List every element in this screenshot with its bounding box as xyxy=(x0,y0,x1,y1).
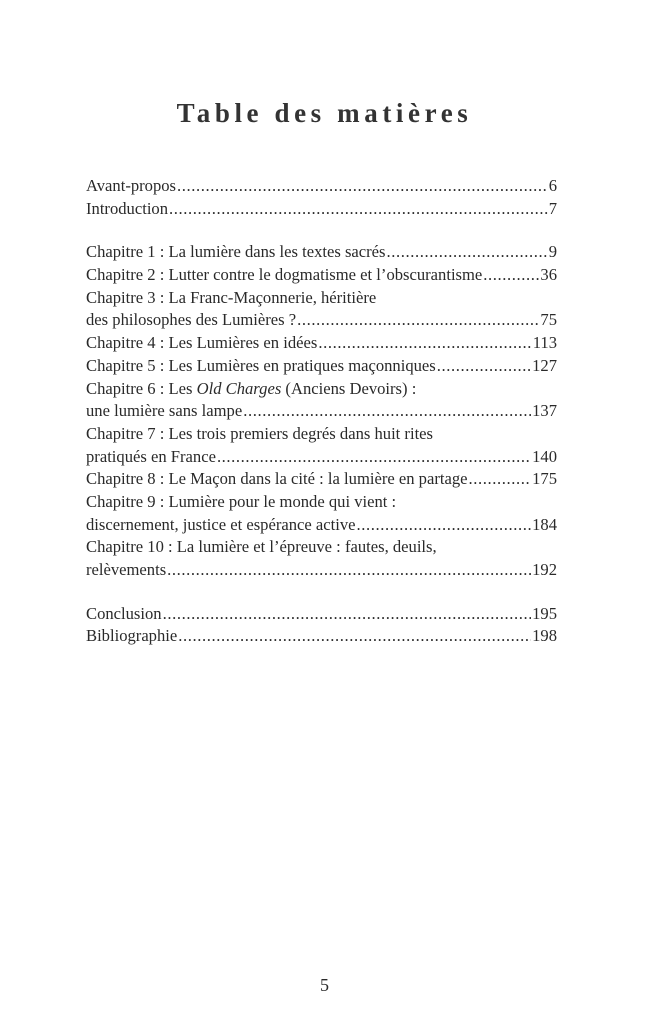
toc-entry-chapitre-5[interactable] xyxy=(86,355,557,378)
toc-entry-chapitre-10[interactable] xyxy=(86,536,557,581)
dot-leader xyxy=(469,468,532,491)
dot-leader xyxy=(167,559,531,582)
page-title: Table des matières xyxy=(176,98,473,128)
entry-label: Introduction xyxy=(86,198,169,218)
toc-entry-chapitre-7[interactable] xyxy=(86,423,557,468)
entry-page: 184 xyxy=(532,514,557,534)
entry-label: une lumière sans lampe xyxy=(86,401,243,421)
dot-leader xyxy=(178,625,531,648)
entry-label-line xyxy=(86,378,416,401)
toc-entry-chapitre-8[interactable] xyxy=(86,468,557,491)
table-of-contents xyxy=(86,175,557,648)
entry-page: 7 xyxy=(548,198,557,218)
dot-leader xyxy=(177,175,548,198)
entry-label: Chapitre 5 : Les Lumières en pratiques maçonniques xyxy=(86,355,436,375)
dot-leader xyxy=(357,514,532,537)
dot-leader xyxy=(243,400,531,423)
entry-label: Chapitre 1 : La lumière dans les textes sacrés xyxy=(86,242,386,262)
entry-label-line: Chapitre 3 : La Franc-Maçonnerie, héritière xyxy=(86,287,377,307)
entry-page: 36 xyxy=(540,265,557,285)
entry-page: 9 xyxy=(548,242,557,262)
toc-entry-chapitre-4[interactable] xyxy=(86,332,557,355)
entry-label-line: Chapitre 10 : La lumière et l’épreuve : fautes, deuils, xyxy=(86,537,437,557)
entry-label: Bibliographie xyxy=(86,626,178,646)
toc-entry-chapitre-1[interactable] xyxy=(86,241,557,264)
entry-page: 198 xyxy=(532,626,557,646)
entry-label: pratiqués en France xyxy=(86,446,216,466)
toc-entry-introduction[interactable] xyxy=(86,198,557,221)
entry-label-line: Chapitre 7 : Les trois premiers degrés dans huit rites xyxy=(86,423,434,443)
entry-page: 137 xyxy=(532,401,557,421)
page-number: 5 xyxy=(320,975,329,995)
entry-label: Chapitre 4 : Les Lumières en idées xyxy=(86,333,318,353)
dot-leader xyxy=(163,603,532,626)
entry-page: 140 xyxy=(532,446,557,466)
entry-label: relèvements xyxy=(86,560,167,579)
entry-page: 175 xyxy=(532,469,557,489)
entry-page: 6 xyxy=(548,176,557,195)
label-prefix: Chapitre 6 : Les xyxy=(86,378,197,398)
dot-leader xyxy=(217,446,531,469)
toc-entry-avant-propos[interactable] xyxy=(86,175,557,198)
entry-label: Chapitre 8 : Le Maçon dans la cité : la lumière en partage xyxy=(86,469,468,489)
label-italic: Old Charges xyxy=(196,378,282,398)
entry-page: 195 xyxy=(532,603,557,623)
label-suffix: (Anciens Devoirs) : xyxy=(281,378,417,398)
dot-leader xyxy=(483,264,539,287)
toc-entry-chapitre-3[interactable] xyxy=(86,287,557,332)
entry-label: discernement, justice et espérance active xyxy=(86,514,356,534)
entry-page: 127 xyxy=(532,355,557,375)
entry-page: 113 xyxy=(532,333,557,353)
dot-leader xyxy=(297,309,539,332)
dot-leader xyxy=(318,332,531,355)
toc-entry-chapitre-9[interactable] xyxy=(86,491,557,536)
toc-entry-chapitre-6[interactable] xyxy=(86,378,557,423)
toc-entry-chapitre-2[interactable] xyxy=(86,264,557,287)
toc-entry-bibliographie[interactable] xyxy=(86,625,557,648)
entry-label-line: Chapitre 9 : Lumière pour le monde qui vient : xyxy=(86,491,397,511)
entry-label: Avant-propos xyxy=(86,176,177,195)
entry-label: Conclusion xyxy=(86,603,162,623)
entry-page: 192 xyxy=(532,560,557,579)
entry-page: 75 xyxy=(540,310,557,330)
dot-leader xyxy=(387,241,548,264)
dot-leader xyxy=(437,355,531,378)
entry-label: Chapitre 2 : Lutter contre le dogmatisme et l’obscurantisme xyxy=(86,265,483,285)
dot-leader xyxy=(169,198,548,221)
toc-entry-conclusion[interactable] xyxy=(86,603,557,626)
entry-label: des philosophes des Lumières ? xyxy=(86,310,297,330)
